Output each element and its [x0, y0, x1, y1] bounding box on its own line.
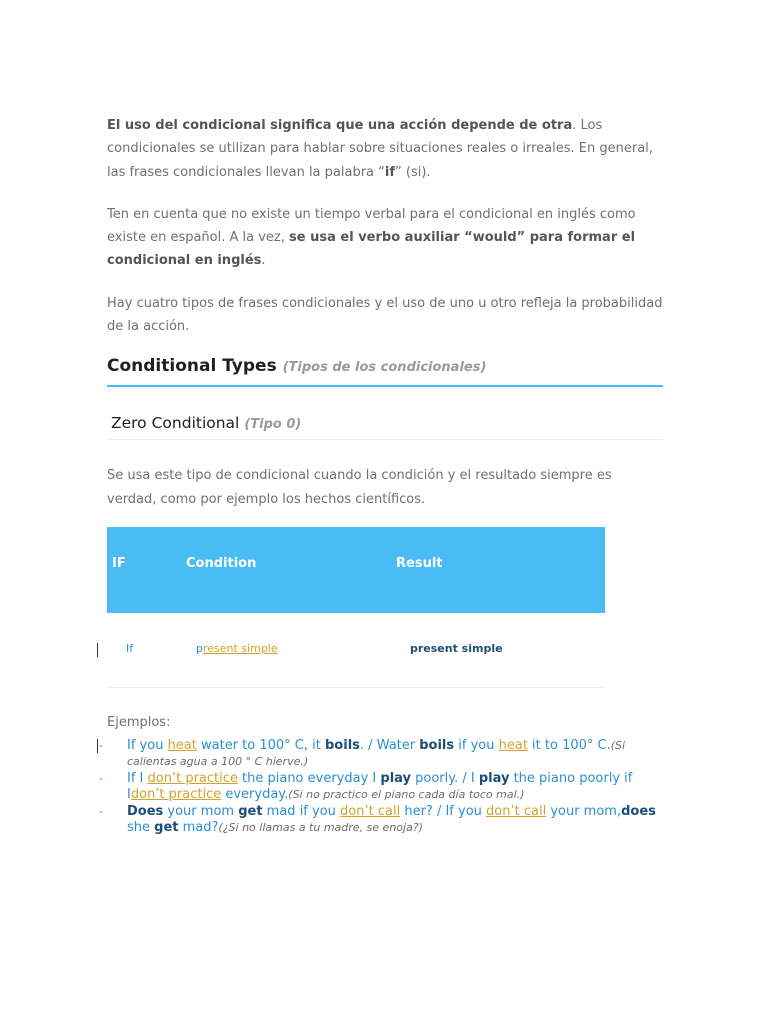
- article-content: [99, 114, 663, 837]
- example-text: mad?: [178, 819, 219, 835]
- example-text: it to 100° C.: [527, 737, 611, 753]
- example-text: If I: [127, 770, 148, 786]
- intro-text: ” (si).: [395, 164, 431, 180]
- intro-text: . Los condicionales se utilizan para hablar sobre situaciones reales o irreales. En general, las frases condicionales llevan la palabra “: [107, 118, 653, 180]
- example-text: the piano poorly if I: [127, 770, 633, 802]
- example-bold: get: [154, 819, 179, 835]
- example-bold: boils: [325, 737, 360, 753]
- cell-condition: [181, 613, 391, 685]
- would-bold-statement: se usa el verbo auxiliar “would” para formar el condicional en inglés: [107, 230, 636, 269]
- example-bold: does: [621, 803, 656, 819]
- example-text: If you: [127, 737, 168, 753]
- example-text: everyday.: [221, 786, 289, 802]
- section-subtitle: (Tipos de los condicionales): [282, 360, 487, 376]
- section-heading: [107, 355, 663, 387]
- example-text: the piano everyday I: [237, 770, 381, 786]
- zero-subtitle: (Tipo 0): [244, 417, 302, 433]
- list-item: [99, 737, 663, 770]
- example-link[interactable]: don’t practice: [130, 786, 222, 802]
- bullet-dash: -: [99, 738, 103, 752]
- example-bold: Does: [127, 803, 164, 819]
- example-bold: get: [238, 803, 263, 819]
- divider: [107, 687, 605, 688]
- example-link[interactable]: don’t practice: [147, 770, 238, 786]
- example-text: . / Water: [359, 737, 420, 753]
- zero-conditional-heading: [107, 412, 663, 440]
- examples-label: Ejemplos:: [107, 714, 171, 730]
- intro-paragraph-3: Hay cuatro tipos de frases condicionales y el uso de uno u otro refleja la probabilidad de la acción.: [107, 295, 663, 335]
- condition-first-letter: p: [196, 642, 203, 656]
- example-link[interactable]: don’t call: [486, 803, 547, 819]
- example-translation: (Si calientas agua a 100 ° C hierve.): [127, 738, 626, 768]
- if-word: if: [384, 164, 395, 180]
- table-row: [107, 613, 605, 685]
- example-translation: (¿Si no llamas a tu madre, se enoja?): [218, 820, 423, 834]
- example-text: if you: [454, 737, 499, 753]
- list-item: [99, 770, 663, 803]
- conditional-table: [107, 527, 605, 685]
- examples-list: [99, 737, 663, 836]
- example-translation: (Si no practico el piano cada día toco mal.): [288, 787, 525, 801]
- bullet-dash: -: [99, 771, 103, 785]
- zero-description: Se usa este tipo de condicional cuando la condición y el resultado siempre es verdad, como por ejemplo los hechos científicos.: [107, 468, 612, 507]
- cell-result: present simple: [410, 642, 503, 656]
- example-text: poorly. / I: [411, 770, 479, 786]
- text-cursor: [97, 739, 98, 753]
- section-title: Conditional Types: [107, 356, 277, 377]
- example-link[interactable]: heat: [498, 737, 528, 753]
- header-if: IF: [107, 527, 181, 613]
- example-bold: boils: [419, 737, 455, 753]
- example-text: she: [127, 819, 155, 835]
- header-result: Result: [391, 527, 605, 613]
- example-text: her? / If you: [400, 803, 487, 819]
- zero-title: Zero Conditional: [111, 414, 240, 433]
- condition-link[interactable]: resent simple: [202, 642, 278, 656]
- example-text: water to 100° C, it: [196, 737, 325, 753]
- intro-text: .: [261, 253, 266, 269]
- example-text: your mom,: [546, 803, 622, 819]
- cell-if: If: [107, 613, 181, 685]
- example-text: your mom: [163, 803, 239, 819]
- list-item: [99, 803, 663, 836]
- example-text: mad if you: [262, 803, 341, 819]
- header-condition: Condition: [181, 527, 391, 613]
- intro-paragraph-2: [107, 203, 663, 273]
- example-link[interactable]: don’t call: [340, 803, 401, 819]
- example-bold: play: [478, 770, 510, 786]
- example-bold: play: [380, 770, 411, 786]
- intro-paragraph-1: [107, 114, 663, 184]
- intro-text: Ten en cuenta que no existe un tiempo verbal para el condicional en inglés como existe en español. A la vez,: [107, 206, 636, 246]
- bullet-dash: -: [99, 804, 103, 818]
- intro-bold-statement: El uso del condicional significa que una acción depende de otra: [107, 118, 573, 133]
- example-link[interactable]: heat: [167, 737, 197, 753]
- table-header-row: [107, 527, 605, 613]
